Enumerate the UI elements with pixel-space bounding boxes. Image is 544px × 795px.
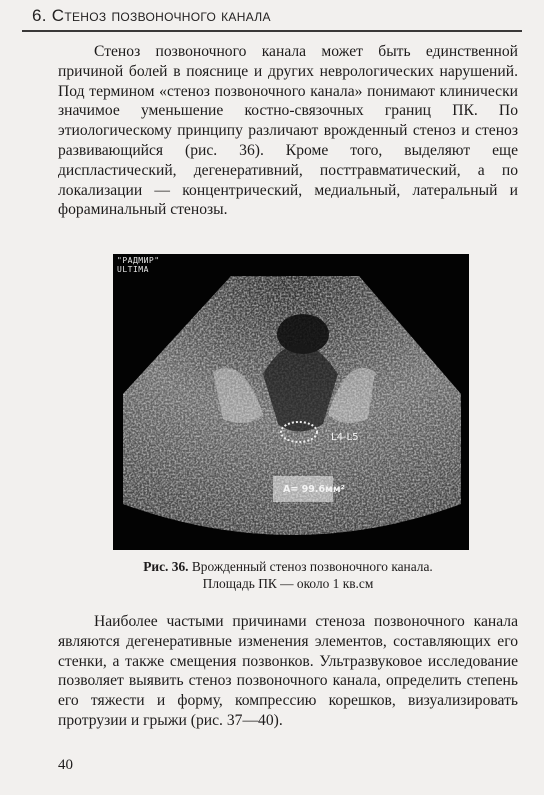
paragraph-intro: Стеноз позвоночного канала может быть единственной причиной болей в пояснице и других неврологических нарушений. Под термином «стеноз позвоночного канала» понимают клинически значимое уменьшение костно-связочных границ ПК. По этиологическому принципу различают врожденный стеноз и стеноз развивающийся (рис. 36). Кроме того, выделяют еще диспластический, дегенеративний, посттравматический, а по локализации — концентрический, медиальный, латеральный и фораминальный стенозы.	[58, 43, 518, 219]
caption-text: Врожденный стеноз позвоночного канала.	[188, 559, 433, 574]
ultrasound-image	[113, 254, 469, 550]
header-rule	[22, 30, 522, 32]
running-head: 6. Стеноз позвоночного канала	[32, 6, 271, 25]
page-number: 40	[58, 757, 73, 773]
device-label: "РАДМИР"	[117, 256, 160, 265]
device-model-label: ULTIMA	[117, 265, 149, 274]
caption-line-2: Площадь ПК — около 1 кв.см	[202, 576, 374, 591]
caption-number: Рис. 36.	[143, 559, 189, 574]
ultrasound-figure	[113, 254, 469, 550]
area-measurement-label: A= 99.6мм²	[283, 484, 345, 495]
level-label: L4-L5	[331, 432, 359, 443]
figure-caption	[58, 558, 518, 592]
paragraph-causes: Наиболее частыми причинами стеноза позвоночного канала являются дегенеративные изменения элементов, составляющих его стенки, а также смещения позвонков. Ультразвуковое исследование позволяет выявить стеноз позвоночного канала, определить степень его тяжести и форму, компрессию корешков, визуализировать протрузии и грыжи (рис. 37—40).	[58, 613, 518, 729]
